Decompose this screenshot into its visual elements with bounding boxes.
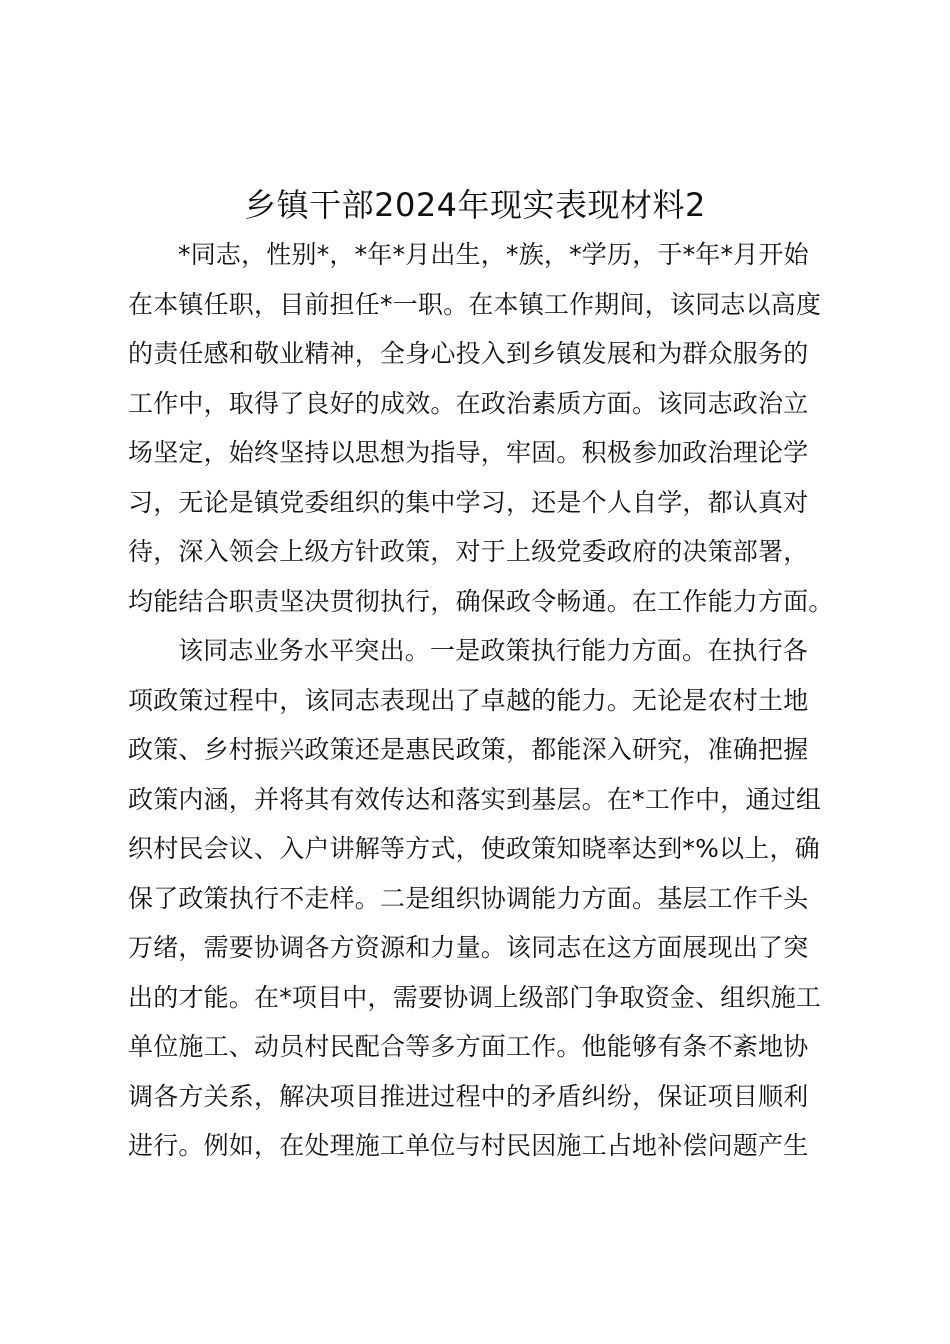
paragraph-line: 项政策过程中，该同志表现出了卓越的能力。无论是农村土地 (128, 685, 809, 715)
document-title: 乡镇干部2024年现实表现材料2 (244, 186, 706, 224)
paragraph-line: 单位施工、动员村民配合等多方面工作。他能够有条不紊地协 (128, 1032, 809, 1061)
paragraph-line: 调各方关系，解决项目推进过程中的矛盾纠纷，保证项目顺利 (128, 1081, 809, 1111)
paragraph-line: 出的才能。在*项目中，需要协调上级部门争取资金、组织施工 (128, 982, 822, 1012)
document-body (128, 230, 838, 1171)
paragraph-line: 织村民会议、入户讲解等方式，使政策知晓率达到*%以上，确 (128, 834, 820, 863)
paragraph-line: 万绪，需要协调各方资源和力量。该同志在这方面展现出了突 (128, 933, 809, 962)
paragraph-line: 政策内涵，并将其有效传达和落实到基层。在*工作中，通过组 (128, 784, 822, 814)
paragraph-line: 均能结合职责坚决贯彻执行，确保政令畅通。在工作能力方面。 (128, 586, 834, 616)
paragraph-line: 该同志业务水平突出。一是政策执行能力方面。在执行各 (178, 636, 809, 665)
paragraph-line: 场坚定，始终坚持以思想为指导，牢固。积极参加政治理论学 (128, 438, 809, 467)
paragraph-line: 保了政策执行不走样。二是组织协调能力方面。基层工作千头 (128, 883, 809, 913)
paragraph-line: 工作中，取得了良好的成效。在政治素质方面。该同志政治立 (128, 388, 809, 418)
paragraph-line: 的责任感和敬业精神，全身心投入到乡镇发展和为群众服务的 (128, 339, 809, 368)
paragraph-line: 政策、乡村振兴政策还是惠民政策，都能深入研究，准确把握 (128, 735, 809, 764)
paragraph-line: 在本镇任职，目前担任*一职。在本镇工作期间，该同志以高度 (128, 289, 822, 319)
paragraph-line: 进行。例如，在处理施工单位与村民因施工占地补偿问题产生 (128, 1131, 809, 1160)
paragraph-line: 待，深入领会上级方针政策，对于上级党委政府的决策部署， (128, 537, 809, 566)
paragraph-line: 习，无论是镇党委组织的集中学习，还是个人自学，都认真对 (128, 487, 809, 517)
paragraph-line: *同志，性别*，*年*月出生，*族，*学历，于*年*月开始 (178, 240, 809, 269)
